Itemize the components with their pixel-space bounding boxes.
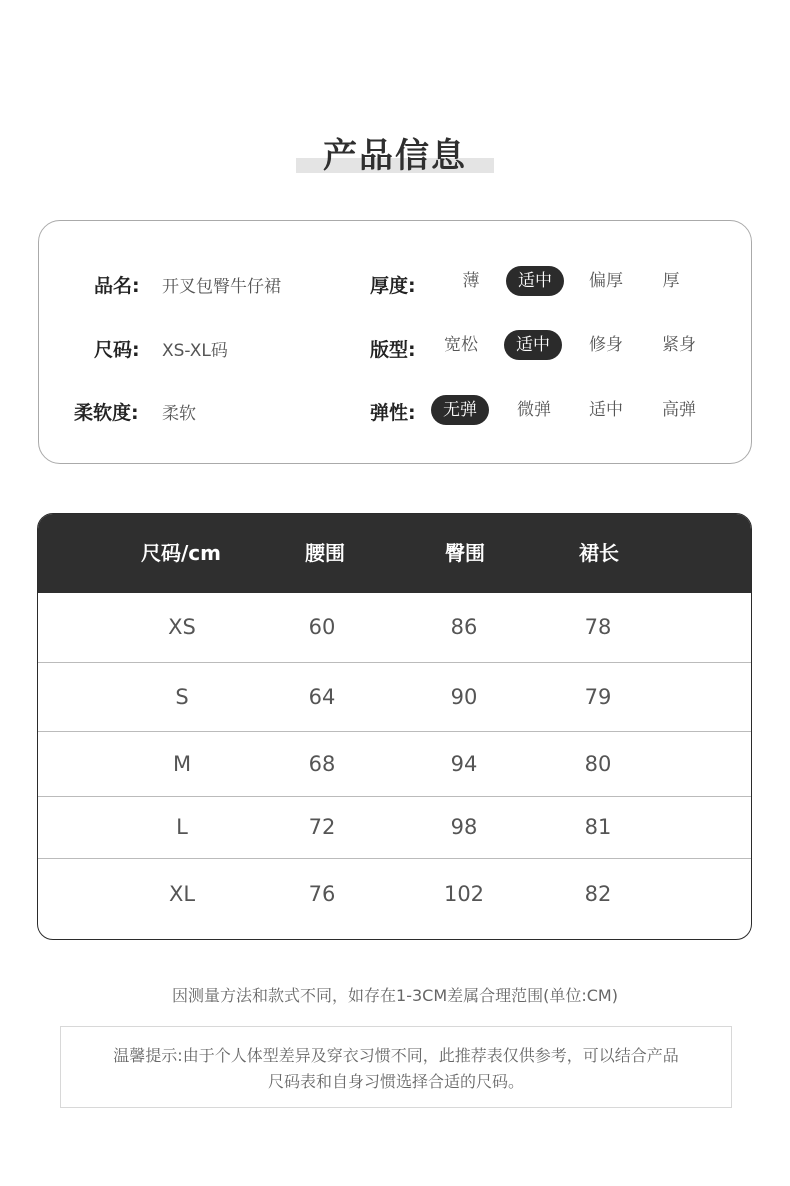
table-row	[38, 663, 751, 732]
thickness-label: 厚度:	[370, 275, 416, 297]
cell-waist: 60	[308, 615, 336, 639]
page-title: 产品信息	[323, 136, 467, 176]
elasticity-option-medium: 适中	[589, 400, 623, 420]
table-row	[38, 732, 751, 797]
table-row	[38, 593, 751, 663]
cell-size: M	[172, 752, 192, 776]
cell-waist: 76	[308, 882, 336, 906]
header-waist: 腰围	[305, 541, 345, 565]
fit-label: 版型:	[370, 339, 416, 361]
cell-size: XL	[168, 882, 196, 906]
cell-size: S	[175, 685, 189, 709]
cell-size: L	[176, 815, 188, 839]
elasticity-option-high: 高弹	[662, 400, 696, 420]
fit-option-tight: 紧身	[662, 335, 696, 355]
cell-size: XS	[168, 615, 196, 639]
cell-length: 81	[584, 815, 612, 839]
fit-option-slim: 修身	[589, 335, 623, 355]
tip-box	[60, 1026, 732, 1108]
thickness-option-thick: 厚	[662, 271, 680, 291]
cell-length: 78	[584, 615, 612, 639]
fit-option-loose: 宽松	[444, 335, 478, 355]
softness-label: 柔软度:	[74, 402, 139, 424]
thickness-option-thin: 薄	[462, 271, 480, 291]
measurement-note: 因测量方法和款式不同，如存在1-3CM差属合理范围(单位:CM)	[172, 986, 618, 1005]
table-row	[38, 797, 751, 859]
title-section	[0, 128, 790, 176]
cell-length: 80	[584, 752, 612, 776]
cell-waist: 64	[308, 685, 336, 709]
name-label: 品名:	[94, 275, 140, 297]
header-length: 裙长	[579, 541, 619, 565]
size-label: 尺码:	[94, 339, 140, 361]
elasticity-option-slight: 微弹	[517, 400, 551, 420]
size-chart-table	[37, 513, 752, 940]
product-info-box	[38, 220, 752, 464]
cell-hip: 86	[450, 615, 478, 639]
header-size: 尺码/cm	[141, 541, 221, 565]
tip-line-2: 尺码表和自身习惯选择合适的尺码。	[267, 1072, 524, 1091]
thickness-option-medium: 适中	[506, 266, 564, 296]
elasticity-label: 弹性:	[370, 402, 416, 424]
fit-option-regular: 适中	[504, 330, 562, 360]
cell-waist: 68	[308, 752, 336, 776]
size-value: XS-XL码	[162, 341, 228, 361]
table-header	[38, 514, 751, 593]
cell-waist: 72	[308, 815, 336, 839]
cell-hip: 94	[450, 752, 478, 776]
elasticity-option-none: 无弹	[431, 395, 489, 425]
cell-hip: 98	[450, 815, 478, 839]
thickness-option-thickish: 偏厚	[589, 271, 623, 291]
softness-value: 柔软	[162, 404, 196, 424]
tip-line-1: 温馨提示:由于个人体型差异及穿衣习惯不同，此推荐表仅供参考，可以结合产品	[113, 1046, 679, 1065]
cell-length: 82	[584, 882, 612, 906]
header-hip: 臀围	[445, 541, 485, 565]
cell-hip: 102	[443, 882, 485, 906]
cell-length: 79	[584, 685, 612, 709]
table-row	[38, 859, 751, 929]
name-value: 开叉包臀牛仔裙	[162, 277, 281, 297]
cell-hip: 90	[450, 685, 478, 709]
